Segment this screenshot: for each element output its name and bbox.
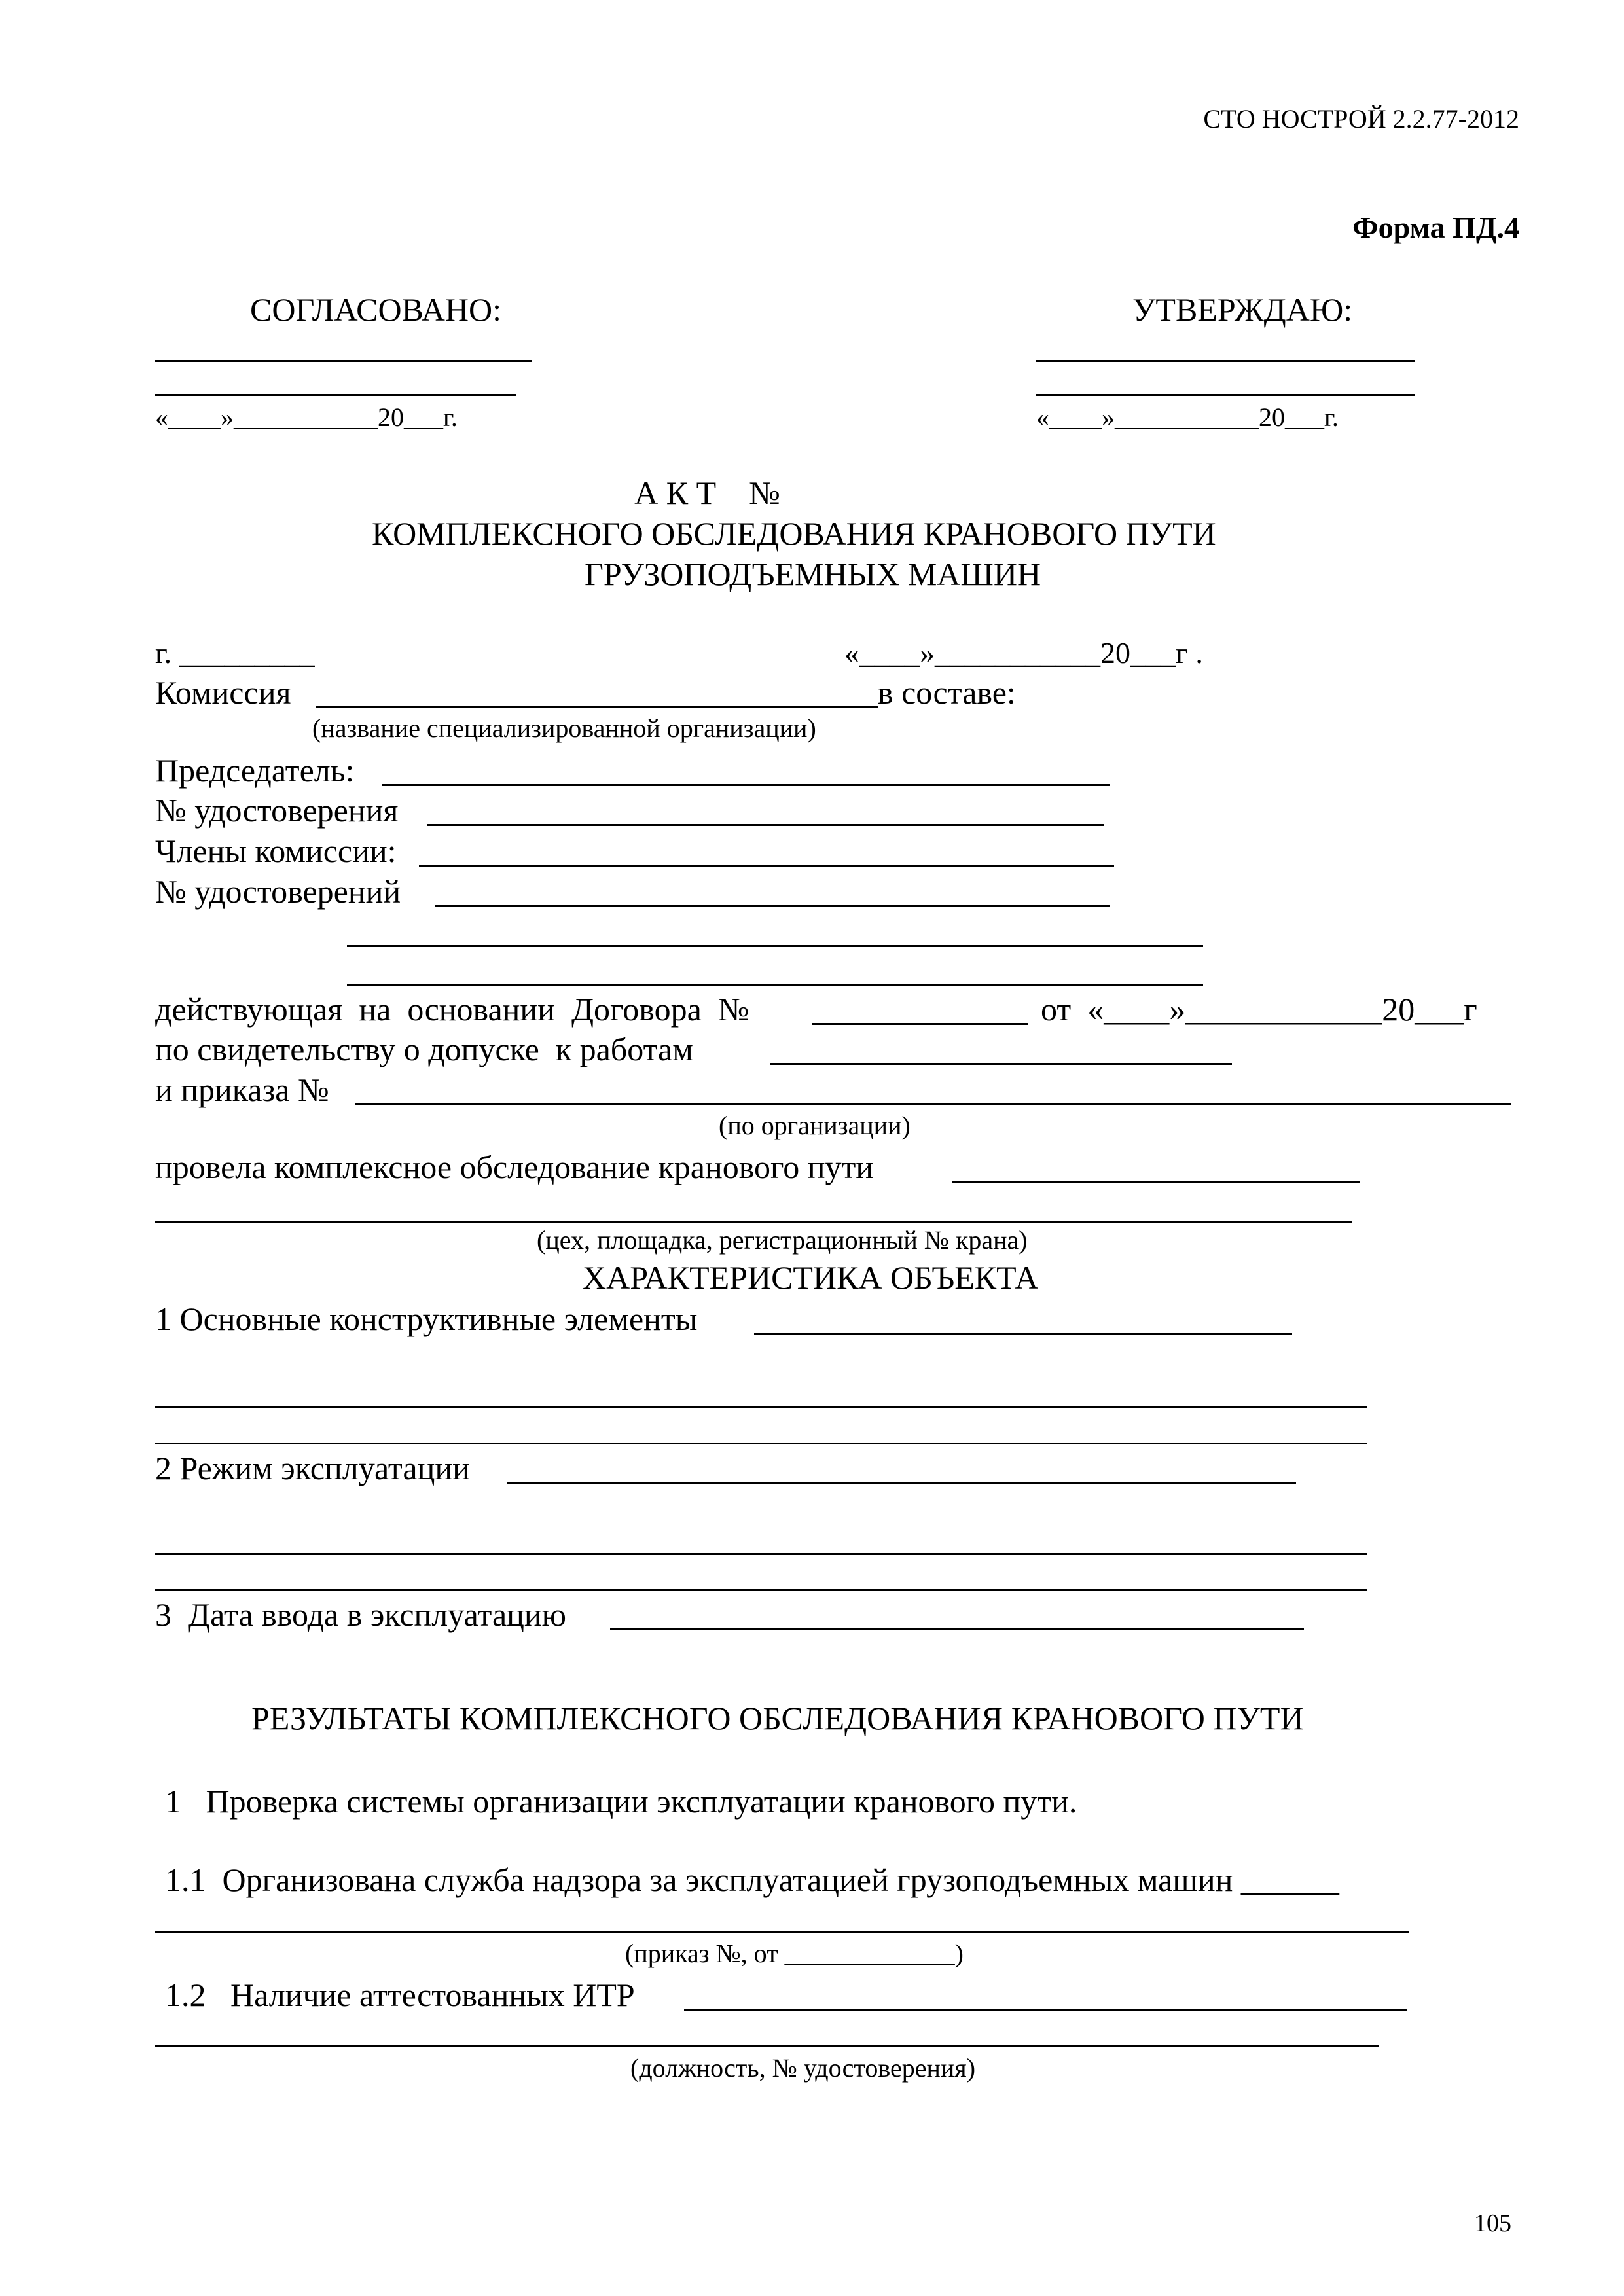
commission-label: Комиссия (155, 674, 291, 711)
chairman-label: Председатель: (155, 752, 355, 789)
members-line (419, 865, 1114, 867)
act-title-line3: ГРУЗОПОДЪЕМНЫХ МАШИН (585, 556, 1041, 592)
members-label: Члены комиссии: (155, 833, 397, 869)
itr-extra-line (155, 2045, 1379, 2047)
structural-elements-extra-line-1 (155, 1406, 1367, 1408)
org-hint: (название специализированной организации) (312, 713, 816, 743)
act-date-field: «____»___________20___г . (844, 636, 1203, 670)
structural-elements-line (754, 1333, 1292, 1335)
contract-number-line (812, 1023, 1028, 1025)
form-label: Форма ПД.4 (1352, 211, 1519, 244)
conducted-line (952, 1181, 1360, 1183)
results-item-1-1: 1.1 Организована служба надзора за эксплуатацией грузоподъемных машин ______ (165, 1861, 1339, 1898)
approve-signature-line-2 (1036, 394, 1415, 396)
certs-number-label: № удостоверений (155, 873, 401, 910)
results-heading: РЕЗУЛЬТАТЫ КОМПЛЕКСНОГО ОБСЛЕДОВАНИЯ КРАНОВОГО ПУТИ (251, 1700, 1304, 1736)
order-label: и приказа № (155, 1071, 329, 1108)
commissioning-date-line (610, 1628, 1304, 1630)
operation-mode-line (507, 1482, 1296, 1484)
act-title-line2: КОМПЛЕКСНОГО ОБСЛЕДОВАНИЯ КРАНОВОГО ПУТИ (372, 515, 1216, 552)
permit-label: по свидетельству о допуске к работам (155, 1031, 693, 1067)
itr-hint: (должность, № удостоверения) (630, 2053, 976, 2083)
conducted-label: провела комплексное обследование кранового пути (155, 1149, 874, 1185)
supervision-order-hint: (приказ №, от _____________) (625, 1939, 964, 1968)
members-extra-line-2 (347, 984, 1203, 986)
act-title (0, 476, 1624, 509)
commissioning-date-label: 3 Дата ввода в эксплуатацию (155, 1596, 567, 1633)
operation-mode-extra-line-2 (155, 1589, 1367, 1591)
agreed-label: СОГЛАСОВАНО: (250, 291, 502, 328)
contract-date: от «____»____________20___г (1041, 991, 1477, 1028)
approve-signature-line-1 (1036, 360, 1415, 362)
approve-label: УТВЕРЖДАЮ: (1132, 291, 1353, 328)
standard-code: СТО НОСТРОЙ 2.2.77-2012 (1203, 104, 1519, 134)
certs-number-line (435, 905, 1110, 907)
order-hint: (по организации) (719, 1111, 911, 1140)
chairman-line (382, 784, 1110, 786)
permit-line (770, 1063, 1232, 1065)
location-hint: (цех, площадка, регистрационный № крана) (537, 1225, 1028, 1255)
order-line (355, 1103, 1511, 1105)
operation-mode-label: 2 Режим эксплуатации (155, 1450, 470, 1486)
page-number: 105 (1474, 2210, 1511, 2237)
agreed-date: «____»___________20___г. (155, 403, 458, 432)
results-item-1-2: 1.2 Наличие аттестованных ИТР (165, 1977, 635, 2013)
agreed-signature-line-2 (155, 394, 516, 396)
location-line (155, 1221, 1352, 1223)
basis-label: действующая на основании Договора № (155, 991, 749, 1028)
agreed-signature-line-1 (155, 360, 532, 362)
structural-elements-label: 1 Основные конструктивные элементы (155, 1300, 698, 1337)
commission-org-line (316, 706, 878, 708)
approve-date: «____»___________20___г. (1036, 403, 1339, 432)
cert-number-label: № удостоверения (155, 792, 399, 829)
results-item-1: 1 Проверка системы организации эксплуатации кранового пути. (165, 1783, 1077, 1820)
supervision-order-line (155, 1931, 1409, 1933)
itr-line (684, 2009, 1407, 2011)
cert-number-line (427, 824, 1104, 826)
act-number-label: А К Т № (634, 475, 780, 511)
city-field: г. _________ (155, 636, 315, 670)
operation-mode-extra-line-1 (155, 1553, 1367, 1555)
structural-elements-extra-line-2 (155, 1443, 1367, 1444)
members-extra-line-1 (347, 945, 1203, 947)
object-heading: ХАРАКТЕРИСТИКА ОБЪЕКТА (583, 1259, 1039, 1296)
in-composition-label: в составе: (878, 674, 1016, 711)
